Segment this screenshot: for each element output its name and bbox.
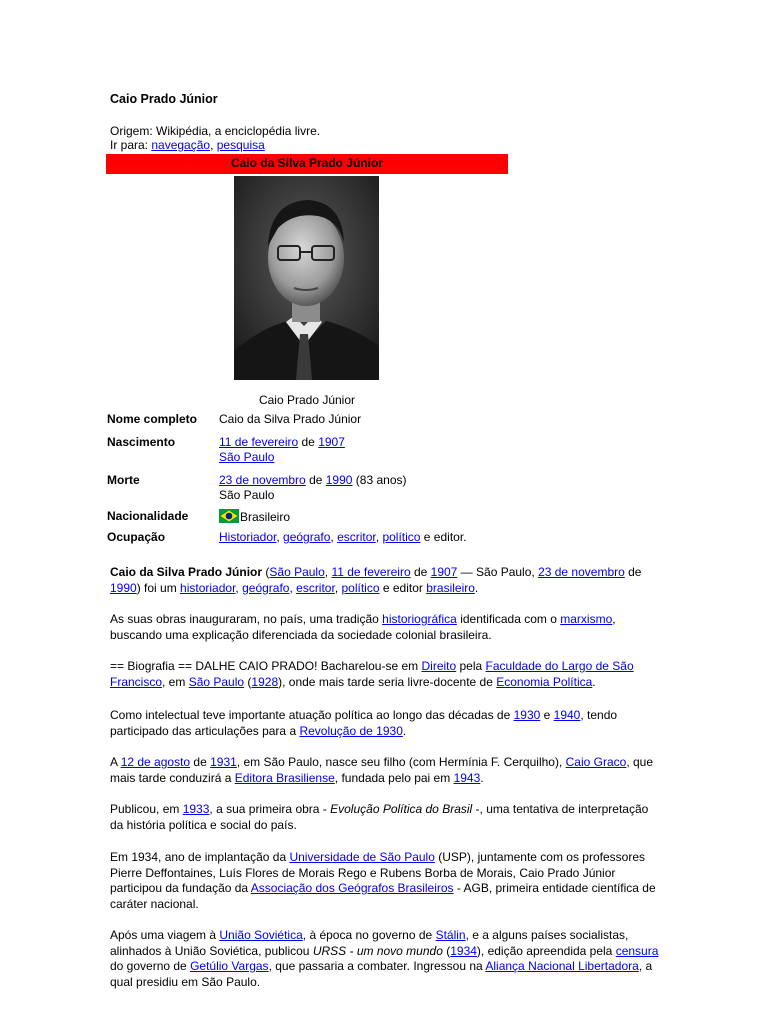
text-run: , bbox=[324, 565, 332, 579]
text-run: e editor bbox=[379, 580, 427, 595]
article-link[interactable]: 1931 bbox=[210, 755, 237, 769]
text-run: . bbox=[592, 674, 596, 689]
text-run: ) foi um bbox=[136, 580, 181, 595]
article-link[interactable]: censura bbox=[615, 943, 659, 958]
text-run: do governo de bbox=[110, 959, 191, 973]
text-run: , à época no governo de bbox=[302, 928, 436, 942]
article-link[interactable]: 1907 bbox=[430, 565, 458, 579]
full-name-value: Caio da Silva Prado Júnior bbox=[219, 412, 362, 426]
text-run: , buscando uma explicação diferenciada da sociedade colonial brasileira. bbox=[110, 612, 616, 642]
bold-text: Caio da Silva Prado Júnior bbox=[110, 565, 263, 579]
infobox-table bbox=[107, 412, 467, 545]
jump-to-line bbox=[110, 138, 320, 152]
occupation-link[interactable]: político bbox=[382, 530, 421, 544]
nationality-label: Nacionalidade bbox=[107, 509, 189, 523]
article-link[interactable]: União Soviética bbox=[219, 928, 303, 942]
italic-title: URSS - um novo mundo bbox=[312, 943, 443, 958]
full-name-label: Nome completo bbox=[107, 412, 198, 426]
text-run: , fundada pelo pai em bbox=[334, 770, 454, 785]
portrait-drawing bbox=[234, 176, 379, 380]
birth-year-link[interactable]: 1907 bbox=[318, 435, 345, 449]
birth-de: de bbox=[298, 435, 319, 449]
text-run: e bbox=[540, 708, 554, 722]
portrait-photo bbox=[234, 176, 379, 380]
nationality-value bbox=[219, 504, 467, 526]
text-run: . bbox=[402, 723, 407, 738]
article-link[interactable]: Universidade de São Paulo bbox=[289, 850, 435, 864]
occupation-value bbox=[219, 526, 467, 545]
text-run: . bbox=[474, 580, 479, 595]
text-run: A bbox=[110, 755, 121, 769]
article-link[interactable]: Revolução de 1930 bbox=[299, 723, 403, 738]
article-link[interactable]: 1933 bbox=[182, 802, 210, 816]
article-link[interactable]: Economia Política bbox=[496, 674, 593, 689]
text-run: , bbox=[289, 580, 297, 595]
text-run: Após uma viagem à bbox=[110, 928, 220, 942]
jump-to-label: Ir para: bbox=[110, 138, 152, 152]
page-title: Caio Prado Júnior bbox=[110, 92, 218, 106]
text-run: , em bbox=[162, 674, 189, 689]
infobox-row-full-name bbox=[107, 412, 467, 432]
death-label: Morte bbox=[107, 473, 140, 487]
article-link[interactable]: político bbox=[341, 580, 380, 595]
text-run: , a sua primeira obra - bbox=[209, 802, 331, 816]
death-year-link[interactable]: 1990 bbox=[325, 473, 353, 487]
article-link[interactable]: marxismo bbox=[560, 612, 613, 626]
brazil-flag-icon bbox=[219, 509, 239, 523]
article-link[interactable]: São Paulo bbox=[188, 674, 245, 689]
infobox-header: Caio da Silva Prado Júnior bbox=[106, 154, 508, 174]
text-run: , e a alguns países socialistas, alinhados à União Soviética, publicou bbox=[110, 928, 629, 958]
image-caption: Caio Prado Júnior bbox=[258, 393, 356, 407]
text-run: ), onde mais tarde seria livre-docente de bbox=[278, 674, 497, 689]
text-run: Em 1934, ano de implantação da bbox=[110, 850, 290, 864]
text-run: As suas obras inauguraram, no país, uma tradição bbox=[110, 612, 383, 626]
birth-date-link[interactable]: 11 de fevereiro bbox=[219, 435, 299, 449]
occupation-tail: e editor. bbox=[420, 530, 467, 544]
article-link[interactable]: Getúlio Vargas bbox=[190, 959, 269, 973]
article-link[interactable]: 1934 bbox=[450, 943, 477, 958]
article-paragraph bbox=[110, 659, 662, 690]
article-link[interactable]: Editora Brasiliense bbox=[234, 770, 335, 785]
origin-line: Origem: Wikipédia, a enciclopédia livre. bbox=[110, 124, 321, 138]
article-link[interactable]: brasileiro bbox=[426, 580, 475, 595]
article-link[interactable]: 1943 bbox=[453, 770, 481, 785]
birth-place-link[interactable]: São Paulo bbox=[219, 450, 275, 464]
article-link[interactable]: historiográfica bbox=[382, 612, 457, 626]
article-link[interactable]: Faculdade do Largo de São Francisco bbox=[110, 659, 634, 689]
text-run: == Biografia == DALHE CAIO PRADO! Bacharelou-se em bbox=[110, 659, 422, 673]
death-de: de bbox=[305, 473, 326, 487]
article-link[interactable]: 11 de fevereiro bbox=[331, 565, 411, 579]
text-run: ( bbox=[244, 674, 252, 689]
article-link[interactable]: Associação dos Geógrafos Brasileiros bbox=[250, 881, 454, 895]
article-paragraph bbox=[110, 708, 662, 739]
article-link[interactable]: Aliança Nacional Libertadora bbox=[485, 959, 639, 973]
text-run: , a qual presidiu em São Paulo. bbox=[110, 959, 653, 989]
birth-value bbox=[219, 432, 467, 468]
text-run: — São Paulo, bbox=[457, 565, 539, 579]
article-link[interactable]: geógrafo bbox=[242, 580, 290, 595]
death-age: (83 anos) bbox=[352, 473, 407, 487]
article-link[interactable]: 1940 bbox=[553, 708, 581, 722]
occupation-sep: , bbox=[330, 530, 338, 544]
infobox-row-birth bbox=[107, 432, 467, 468]
article-paragraph bbox=[110, 802, 662, 833]
text-run: - AGB, primeira entidade científica de caráter nacional. bbox=[110, 881, 656, 911]
text-run: , bbox=[334, 580, 342, 595]
article-link[interactable]: 1930 bbox=[513, 708, 541, 722]
occupation-link[interactable]: geógrafo bbox=[283, 530, 331, 544]
text-run: , tendo participado das articulações para a bbox=[110, 708, 618, 738]
article-link[interactable]: escritor bbox=[296, 580, 335, 595]
infobox-row-nationality bbox=[107, 504, 467, 526]
text-run: ( bbox=[262, 565, 270, 579]
article-link[interactable]: 1928 bbox=[251, 674, 279, 689]
article-paragraph bbox=[110, 850, 662, 912]
occupation-sep: , bbox=[276, 530, 284, 544]
text-run: , em São Paulo, nasce seu filho (com Hermínia F. Cerquilho), bbox=[236, 755, 566, 769]
text-run: pela bbox=[456, 659, 486, 673]
birth-label: Nascimento bbox=[107, 435, 176, 449]
death-value bbox=[219, 468, 467, 504]
text-run: . bbox=[480, 770, 484, 785]
text-run: , bbox=[235, 580, 243, 595]
text-run: de bbox=[410, 565, 431, 579]
occupation-link[interactable]: escritor bbox=[337, 530, 376, 544]
infobox-row-occupation bbox=[107, 526, 467, 545]
article-link[interactable]: Direito bbox=[421, 659, 457, 673]
death-date-link[interactable]: 23 de novembro bbox=[219, 473, 306, 487]
article-link[interactable]: 1990 bbox=[110, 580, 137, 595]
text-run: de bbox=[624, 565, 642, 579]
italic-title: Evolução Política do Brasil bbox=[330, 802, 473, 816]
article-paragraph bbox=[110, 612, 662, 643]
occupation-label: Ocupação bbox=[107, 530, 166, 544]
article-paragraph bbox=[110, 928, 662, 990]
jump-separator: , bbox=[210, 138, 217, 152]
article-link[interactable]: 23 de novembro bbox=[538, 565, 625, 579]
text-run: ( bbox=[442, 943, 451, 958]
search-link[interactable]: pesquisa bbox=[216, 138, 265, 152]
text-run: ), edição apreendida pela bbox=[476, 943, 616, 958]
death-place: São Paulo bbox=[219, 488, 275, 502]
article-paragraph bbox=[110, 755, 662, 786]
text-run: (USP), juntamente com os professores Pierre Deffontaines, Luís Flores de Morais Rego e Rubens Borba de Morais, Caio Prado Júnior participou da fundação da bbox=[110, 850, 645, 895]
article-link[interactable]: São Paulo bbox=[269, 565, 325, 579]
text-run: -, uma tentativa de interpretação da história política e social do país. bbox=[110, 802, 649, 832]
article-link[interactable]: historiador bbox=[180, 580, 236, 595]
article-link[interactable]: 12 de agosto bbox=[120, 755, 191, 769]
infobox-row-death bbox=[107, 468, 467, 504]
article-paragraph bbox=[110, 565, 662, 596]
origin-block bbox=[110, 124, 320, 152]
article-link[interactable]: Stálin bbox=[435, 928, 466, 942]
text-run: Publicou, em bbox=[110, 802, 183, 816]
text-run: identificada com o bbox=[456, 612, 561, 626]
text-run: , que mais tarde conduzirá a bbox=[110, 755, 654, 785]
nationality-text: Brasileiro bbox=[240, 510, 291, 524]
navigation-link[interactable]: navegação bbox=[151, 138, 211, 152]
text-run: Como intelectual teve importante atuação política ao longo das décadas de bbox=[110, 708, 514, 722]
occupation-link[interactable]: Historiador bbox=[219, 530, 277, 544]
text-run: , que passaria a combater. Ingressou na bbox=[268, 959, 486, 973]
occupation-sep: , bbox=[375, 530, 383, 544]
text-run: de bbox=[190, 755, 211, 769]
article-link[interactable]: Caio Graco bbox=[565, 755, 627, 769]
